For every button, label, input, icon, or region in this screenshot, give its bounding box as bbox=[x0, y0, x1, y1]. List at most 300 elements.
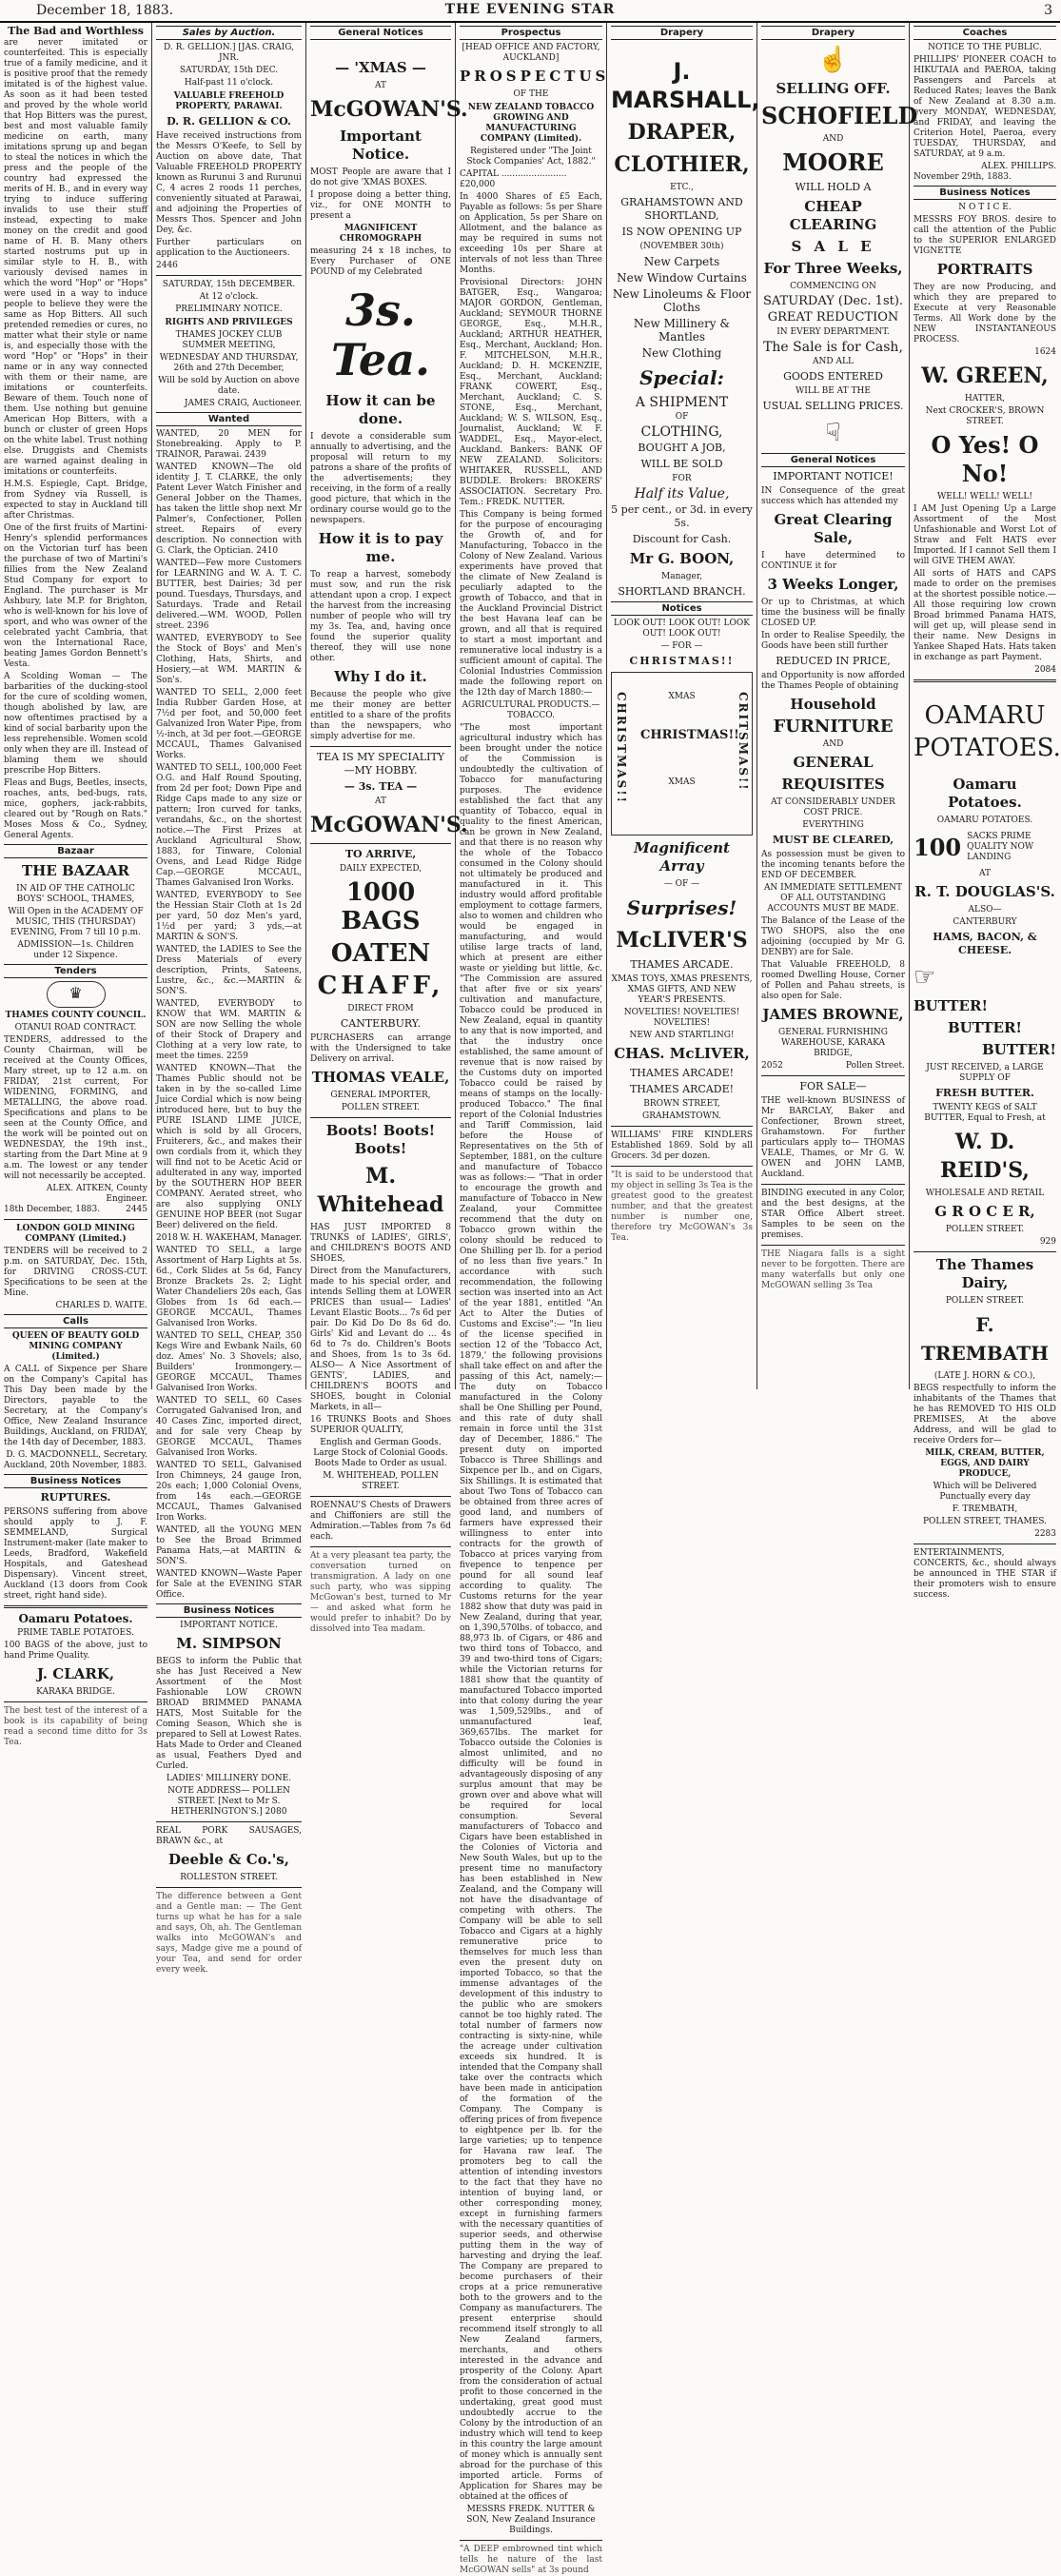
divider bbox=[310, 1496, 451, 1497]
consequence-text: IN Consequence of the great success which has attended my bbox=[761, 486, 905, 506]
and-label-2: AND bbox=[822, 739, 844, 749]
divider bbox=[4, 1219, 147, 1220]
section-business: Business Notices bbox=[4, 1474, 147, 1488]
oamaru-title: Oamaru Potatoes. bbox=[18, 1612, 133, 1625]
registered: Registered under "The Joint Stock Companies' Act, 1882." bbox=[466, 147, 596, 167]
why-text: Because the people who give me their money are better entitled to a share of the profits than the newspapers, who simply advertise for me. bbox=[310, 690, 451, 741]
oamaru-big: OAMARU bbox=[924, 701, 1046, 730]
thames-arcade-1: THAMES ARCADE! bbox=[629, 1067, 735, 1079]
milk-cream: MILK, CREAM, BUTTER, EGGS, AND DAIRY PRODUCE, bbox=[925, 1448, 1045, 1479]
heading-bad-worthless: The Bad and Worthless bbox=[8, 25, 144, 37]
why-heading: Why I do it. bbox=[334, 668, 427, 685]
divider bbox=[156, 1821, 302, 1822]
wakeham-signature: 2018 W. H. WAKEHAM, Manager. bbox=[156, 1233, 302, 1243]
look-out: LOOK OUT! LOOK OUT! LOOK OUT! LOOK OUT! bbox=[614, 619, 750, 639]
critsmas-side-text: CRITSMAS!! bbox=[737, 692, 750, 792]
further-particulars: Further particulars on application to the Auctioneers. bbox=[156, 238, 302, 258]
new-goods-item: New Carpets bbox=[643, 255, 720, 268]
gellion-text: Have received instructions from the Messrs O'Keefe, to Sell by Auction on above date, That Valuable FREEHOLD PROPERTY known as Rurunui 3 and Rurunui C, 4 acres 2 roods 11 perches, conveniently situated at Parawai, and adjoining the Properties of Messrs Thos. Spencer and John Dey, &c. bbox=[156, 131, 302, 235]
gellion-title: D. R. GELLION & CO. bbox=[167, 115, 291, 128]
butter-3: BUTTER! bbox=[981, 1041, 1056, 1058]
marshall-name: J. MARSHALL, bbox=[611, 58, 760, 113]
of-the: OF THE bbox=[513, 89, 549, 99]
martini-henry-note: One of the first fruits of Martini-Henry's splendid performances on the Victorian turf has been the purchase of two of Martini's fillies from the New Zealand Stud Company for export to England. The purchaser is Mr Ashbury, late M.P. for Brighton, who is well-known for his love of sport, and who was owner of the celebrated yacht Cambria, that won the International Race, beating James Gordon Bennett's Vesta. bbox=[4, 523, 147, 669]
auction-note: Will be sold by Auction on above date. bbox=[158, 376, 300, 396]
for-dash: — FOR — bbox=[660, 641, 703, 651]
page-number: 3 bbox=[1044, 3, 1052, 18]
hats-text: I AM Just Opening Up a Large Assortment of the Most Unfashionable and Worst Lot of Straw and Felt HATS ever Imported. If I cannot Sell them I will GIVE THEM AWAY. bbox=[914, 504, 1056, 566]
capital: CAPITAL ........................ £20,000 bbox=[460, 169, 567, 189]
gent-filler: The difference between a Gent and a Gentle man: — The Gent turns up what he has for a sale and says, Oh, ah. The Gentleman walks into McGOWAN's and says, Madge give me a pound of your Tea, and send for order every week. bbox=[156, 1892, 302, 1975]
cheap-clearing: CHEAP CLEARING bbox=[789, 198, 877, 233]
lease-text: The Balance of the Lease of the TWO SHOPS, also the one adjoining (occupied by Mr G. DENBY) are for Sale. bbox=[761, 916, 905, 957]
meeting-days: WEDNESDAY AND THURSDAY, 26th and 27th December, bbox=[159, 353, 299, 373]
new-goods-item: New Linoleums & Floor Cloths bbox=[612, 287, 752, 314]
bazaar-details: Will Open in the ACADEMY OF MUSIC, THIS (THURSDAY) EVENING, From 7 till 10 p.m. bbox=[8, 907, 144, 937]
column-5 bbox=[607, 23, 760, 1389]
mcliver-title: McLIVER'S bbox=[616, 928, 748, 953]
xmas-toys: XMAS TOYS, XMAS PRESENTS, XMAS GIFTS, AND NEW YEAR'S PRESENTS. bbox=[611, 974, 753, 1005]
bought-job: BOUGHT A JOB, bbox=[638, 442, 726, 454]
prospectus-body-1: This Company is being formed for the purpose of encouraging the Growth of, and for Manufacturing, Tobacco in the Colony of New Zealand. Various experiments have proved that the climate of New Zealand is peculiarly adapted to the growth of Tobacco, and that in the Auckland Provincial District the best Havana leaf can be grown, and all that is required to start a most important and remunerative local industry is a sufficient amount of capital. The Colonial Industries Commission made the following report on the 12th day of March 1880:— bbox=[460, 510, 602, 698]
ad-number-1624: 1624 bbox=[1034, 347, 1056, 357]
clothier: CLOTHIER, bbox=[614, 152, 750, 177]
divider bbox=[310, 1117, 451, 1118]
surprises: Surprises! bbox=[626, 896, 737, 919]
section-wanted: Wanted bbox=[156, 412, 302, 426]
and-label: AND bbox=[822, 134, 844, 144]
wanted-12: WANTED TO SELL, CHEAP, 350 Kegs Wire and Ewbank Nails, 60 doz. Ames' No. 3 Shovels; also, Builders' Ironmongery.—GEORGE MCCAUL, Thames Galvanised Iron Works. bbox=[156, 1331, 302, 1393]
divider bbox=[761, 1184, 905, 1185]
pollen-street-4: POLLEN STREET. bbox=[945, 1296, 1025, 1306]
wanted-11: WANTED TO SELL, a large Assortment of Harp Lights at 5s. 6d., Cork Slides at 5s 6d, Fancy Bronze Brackets 2s. 2; Light Water Chandeliers 20s each, Gas Globes from 1s 6d each.—GEORGE MCCAUL, Thames Galvanised Iron Works. bbox=[156, 1246, 302, 1328]
veale-name: THOMAS VEALE, bbox=[311, 1069, 450, 1086]
divider bbox=[761, 1245, 905, 1246]
under-cost: AT CONSIDERABLY UNDER COST PRICE. bbox=[771, 797, 895, 817]
shortland-branch: SHORTLAND BRANCH. bbox=[618, 585, 746, 598]
wanted-1: WANTED, 20 MEN for Stonebreaking. Apply to P. TRAINOR, Parawai. 2439 bbox=[156, 429, 302, 460]
column-7 bbox=[910, 23, 1061, 1600]
will-hold: WILL HOLD A bbox=[795, 181, 872, 193]
bazaar-title: THE BAZAAR bbox=[22, 862, 129, 879]
wanted-2: WANTED KNOWN—The old identity J. T. CLARKE, the only Patent Lever Watch Finisher and General Jobber on the Thames, has taken the little shop next Mr Palmer's, Confectioner, Pollen street. Repairs of every description. No connection with G. Clark, the Optician. 2410 bbox=[156, 462, 302, 556]
rough-on-rats-note: Fleas and Bugs, Beetles, insects, roaches, ants, bed-bugs, rats, mice, gophers, jack-rabbits, cleared out by "Rough on Rats." Moses Moss & Co., Sydney, General Agents. bbox=[4, 778, 147, 840]
new-goods-item: New Clothing bbox=[641, 346, 722, 360]
browne-footer: 2052 Pollen Street. bbox=[761, 1061, 905, 1071]
hop-bitters-article: are never imitated or counterfeited. This is especially true of a family medicine, and it is positive proof that the remedy imitated is of the highest value. As soon as it had been tested and proved by the whole world that Hop Bitters was the purest, best and most valuable family medicine on earth, many imitations sprung up and began to steal the notices in which the press and the people of the country had expressed the merits of H. B., and in every way trying to induce suffering invalids to use their stuff instead, expecting to make money on the credit and good name of H. B. Many others started nostrums put up in similar style to H. B., with variously devised names in which the word "Hop" or "Hops" were used in a way to induce people to believe they were the same as Hop Bitters. All such pretended remedies or cures, no matter what their style or name is, and especially those with the word "Hop" or "Hops" in their name or in any way connected with them or their name, are imitations or counterfeits. Beware of them. Touch none of them. Use nothing but genuine American Hop Bitters, with a bunch or cluster of green Hops on the white label. Trust nothing else. Druggists and Chemists are warned against dealing in imitations or counterfeits. bbox=[4, 38, 147, 477]
realise-text: In order to Realise Speedily, the Goods have been still further bbox=[761, 631, 905, 651]
sale-time-2: At 12 o'clock. bbox=[199, 292, 259, 302]
magnificent-array: Magnificent Array bbox=[634, 839, 730, 875]
road-contract: OTANUI ROAD CONTRACT. bbox=[14, 1023, 137, 1032]
divider bbox=[310, 746, 451, 747]
notice-title: N O T I C E. bbox=[958, 203, 1012, 212]
queen-date: Auckland, 20th November, 1883. bbox=[4, 1461, 147, 1470]
wanted-16: WANTED KNOWN—Waste Paper for Sale at the EVENING STAR Office. bbox=[156, 1569, 302, 1600]
selling-off: SELLING OFF. bbox=[776, 80, 891, 97]
butter-2: BUTTER! bbox=[947, 1019, 1023, 1036]
ad-number-2283: 2283 bbox=[1034, 1529, 1056, 1539]
novelties: NOVELTIES! NOVELTIES! NOVELTIES! bbox=[623, 1008, 740, 1028]
ad-number: 2446 bbox=[156, 261, 178, 270]
possession-text: As possession must be given to the incoming tenants before the END OF DECEMBER. bbox=[761, 850, 905, 880]
divider bbox=[761, 1075, 905, 1076]
wanted-7: WANTED, EVERYBODY to See the Hessian Stair Cloth at 1s 2d per yard, 50 doz Men's yard, 1½d per yard; 3 yds,—at MARTIN & SON'S. bbox=[156, 891, 302, 942]
furnishing-warehouse: GENERAL FURNISHING WAREHOUSE, KARAKA BRIDGE, bbox=[778, 1028, 888, 1058]
how-pay-heading: How it is to pay me. bbox=[318, 530, 443, 565]
and-all: AND ALL bbox=[813, 357, 854, 366]
issue-date: December 18, 1883. bbox=[36, 3, 174, 18]
wanted-9: WANTED, EVERYBODY to KNOW that WM. MARTIN & SON are now Selling the whole of their Stock of Drapery and Clothing at a very low rate, to meet the times. 2259 bbox=[156, 999, 302, 1061]
fresh-butter: FRESH BUTTER. bbox=[935, 1087, 1034, 1099]
christmas-graphic bbox=[611, 672, 753, 836]
proposal-text: I propose doing a better thing, viz., for ONE MONTH to present a bbox=[310, 190, 451, 221]
pollen-street-3: POLLEN STREET. bbox=[945, 1225, 1025, 1234]
karaka-bridge: KARAKA BRIDGE. bbox=[36, 1687, 115, 1697]
mcgowans-title: McGOWAN'S. bbox=[310, 97, 468, 122]
london-signature: CHARLES D. WAITE. bbox=[55, 1301, 147, 1310]
scolding-woman-note: A Scolding Woman — The barbarities of the ducking-stool for the cure of scolding women, though abolished by law, are now oftentimes practised by a kind of social barbarity upon the less reprehensible. Women scold only when they are ill. Instead of blaming them we should prescribe Hop Bitters. bbox=[4, 672, 147, 776]
twenty-kegs: TWENTY KEGS of SALT BUTTER, Equal to Fresh, at bbox=[924, 1103, 1046, 1123]
boots-heading: Boots! Boots! Boots! bbox=[325, 1122, 436, 1157]
pointing-hand-icon-2: ☟ bbox=[825, 419, 841, 447]
preliminary-notice: PRELIMINARY NOTICE. bbox=[175, 305, 283, 314]
commencing: COMMENCING ON bbox=[790, 282, 876, 291]
pork-sausages: REAL PORK SAUSAGES, BRAWN &c., at bbox=[156, 1826, 302, 1846]
simpson-text: BEGS to inform the Public that she has Just Received a New Assortment of the Most Fashionable LOW CROWN BROAD BRIMMED PANAMA HATS, Most Suitable for the Coming Season, Which she is prepared to Sell at Lowest Rates. Hats Made to Order and Cleaned as usual, Feathers Dyed and Curled. bbox=[156, 1657, 302, 1771]
whitehead-address: M. WHITEHEAD, POLLEN STREET. bbox=[323, 1471, 439, 1491]
divider bbox=[611, 1166, 753, 1167]
great-clearing-sale: Great Clearing Sale, bbox=[774, 511, 893, 546]
of-dash: — OF — bbox=[663, 879, 700, 889]
to-arrive: TO ARRIVE, bbox=[344, 848, 417, 860]
niagara-filler: THE Niagara falls is a sight never to be forgotten. There are many waterfalls but only one McGOWAN selling 3s Tea bbox=[761, 1249, 905, 1290]
general-importer: GENERAL IMPORTER, bbox=[330, 1091, 431, 1100]
shipment: A SHIPMENT bbox=[635, 395, 729, 410]
great-reduction: GREAT REDUCTION bbox=[767, 310, 899, 324]
canterbury: CANTERBURY. bbox=[340, 1017, 422, 1030]
at-label-2: AT bbox=[374, 796, 386, 806]
queen-signature: D. G. MACDONNELL, Secretary. bbox=[6, 1450, 147, 1460]
delivered: Which will be Delivered Punctually every day bbox=[933, 1482, 1037, 1502]
grahamstown: GRAHAMSTOWN. bbox=[642, 1111, 721, 1121]
section-calls: Calls bbox=[4, 1314, 147, 1328]
rights-title: RIGHTS AND PRIVILEGES bbox=[165, 318, 293, 327]
chaff: CHAFF, bbox=[317, 972, 444, 1000]
furniture: FURNITURE bbox=[773, 717, 894, 737]
pointing-hand-icon-3: ☞ bbox=[914, 963, 936, 992]
tender-signature: ALEX. AITKEN, County Engineer. bbox=[46, 1184, 147, 1204]
rolleston-street: ROLLESTON STREET. bbox=[180, 1873, 278, 1882]
daily-expected: DAILY EXPECTED, bbox=[339, 864, 422, 874]
xmas-repeat-2: XMAS bbox=[668, 777, 696, 787]
chromograph: MAGNIFICENT CHROMOGRAPH bbox=[339, 224, 422, 244]
for-sale: FOR SALE— bbox=[799, 1080, 867, 1092]
section-sales: Sales by Auction. bbox=[156, 26, 302, 40]
masthead bbox=[0, 0, 1060, 23]
barclay-text: THE well-known BUSINESS of Mr BARCLAY, Baker and Confectioner, Brown street, Grahamstown. For further particulars apply to— THOMAS VEALE, Thames, or Mr G. W. OWEN and JOHN LAMB, Auckland. bbox=[761, 1096, 905, 1179]
phillips-signature: ALEX. PHILLIPS. bbox=[981, 162, 1056, 171]
sacks-row bbox=[914, 832, 1056, 863]
entertainments: ENTERTAINMENTS, CONCERTS, &c., should always be announced in THE STAR if their promoters wish to ensure success. bbox=[914, 1548, 1056, 1600]
divider bbox=[4, 1701, 147, 1702]
manager: Manager, bbox=[660, 572, 702, 581]
clothing: CLOTHING, bbox=[640, 424, 723, 440]
pollen-thames: POLLEN STREET, THAMES. bbox=[922, 1517, 1048, 1526]
draper: DRAPER, bbox=[627, 120, 737, 145]
whitehead-name: M. Whitehead bbox=[317, 1164, 444, 1217]
chromograph-size: measuring 24 x 18 inches, to Every Purchaser of ONE POUND of my Celebrated bbox=[310, 246, 451, 277]
direct-from: DIRECT FROM bbox=[347, 1004, 414, 1013]
canterbury-2: CANTERBURY bbox=[953, 917, 1017, 927]
portraits: PORTRAITS bbox=[936, 261, 1033, 278]
oamaru-potatoes: Oamaru Potatoes. bbox=[948, 776, 1022, 811]
divider bbox=[611, 1126, 753, 1127]
christmas-center: CHRISTMAS!! bbox=[640, 728, 739, 742]
section-notices: Notices bbox=[611, 601, 753, 616]
prospectus-body-2: "The most important agricultural industry which has been brought under the notice of the Commission is undoubtedly the cultivation of Tobacco for manufacturing purposes. The evidence established the fact that any quantity of Tobacco, equal in quality to the finest American, can be grown in New Zealand, and that there is no reason why the whole of the Tobacco consumed in the Colony should not ultimately be produced and manufactured in it. This industry would afford profitable employment to cottage farmers, also to women and children who would be engaged in manufacturing, and would utilise large tracts of land, which at present are either waste or yielding but little, &c. "The Commission are assured that after five or six years' cultivation and manufacture, Tobacco could be produced in New Zealand, equal in quantity to any that is now imported, and that the industry once established, the same amount of revenue that is now raised by the Customs duty on imported Tobacco could be raised by means of stamps on the locally-produced Tobacco." The final report of the Colonial Industries and Tariff Commission, laid before the House of Representatives on the 5th of September, 1881, on the culture and manufacture of Tobacco was as follows:— "That in order to encourage the growth and manufacture of Tobacco in New Zealand, your Committee recommend that the duty on Tobacco grown within the colony should be reduced to One Shilling per lb. for a period of no less than five years." In accordance with such recommendation, the following section was inserted into an Act of the year 1881, entitled "An Act to Alter the Duties of Customs and Excise":— "In lieu of the license specified in section 12 of the 'Tobacco Act, 1879,' the following provisions shall take effect on and after the passing of this Act, namely:—The duty on Tobacco manufactured in the Colony shall be One Shilling per Pound, and this rate of duty shall remain in force until the 31st day of December, 1886." The present duty on imported Tobacco is Three Shillings and Sixpence per lb., and on Cigars, Six Shillings. It is estimated that about Two Tons of Tobacco can be obtained from three acres of good land, and numbers of farmers have expressed their willingness to enter into contracts for the growth of Tobacco at prices varying from fivepence to tenpence per pound for all sound leaf according to quality. The Customs returns for the year 1882 show that duty was paid in New Zealand, during that year, on 1,390,570lbs. of tobacco, and 88,973 lb. of Cigars, or 486 and two third tons of Tobacco, and 39 and two-third tons of Cigars; while the Victorian returns for 1881 show that the quantity of manufactured Tobacco imported into that colony during the year was 1,509,529lbs., and of unmanufactured leaf, 369,657lbs. The market for Tobacco outside the Colonies is almost unlimited, and no difficulty will be found in advantageously disposing of any surplus amount that may be grown over and above what will be required for local consumption. Several manufacturers of Tobacco and Cigars have been established in the Colonies of Victoria and New South Wales, but up to the present time no manufactory has been established in New Zealand, and the Company will not have the disadvantage of competing with others. The Company will be able to sell Tobacco and Cigars at a highly remunerative price to themselves for much less than even the present duty on imported Tobacco, so that the immense advantages of the development of this industry to the public who are smokers cannot be too highly rated. The total number of farmers now contracting is sixty-nine, while the acreage under cultivation exceeds six hundred. It is intended that the Company shall take over the contracts which have been made in anticipation of the formation of the Company. The Company is offering prices of from fivepence to eightpence per lb. for the large varieties; up to tenpence for Havana raw leaf. The promoters beg to call the attention of intending investors to the fact that they have no intention of buying land, or other corresponding money, except in furnishing farmers with the necessary quantities of superior seeds, and otherwise putting them in the way of harvesting and drying the leaf. The Company are prepared to become purchasers of their crops at a price remunerative both to the growers and to the Company as manufacturers. The present enterprise should recommend itself strongly to all New Zealand farmers, merchants, and others interested in the advance and prosperity of the Colony. Apart from the consideration of actual profit to those concerned in the undertaking, great good must undoubtedly accrue to the Colony by the introduction of an industry which will tend to keep in this country the large amount of money which is annually sent abroad for the purchase of this imported article. Forms of Application for Shares may be obtained at the offices of bbox=[460, 723, 602, 2502]
thousand-bags: 1000 BAGS bbox=[341, 878, 421, 935]
column-3 bbox=[306, 23, 468, 1634]
company-name: NEW ZEALAND TOBACCO GROWING AND MANUFACTURING COMPANY (Limited). bbox=[467, 103, 595, 144]
queen-title: QUEEN OF BEAUTY GOLD MINING COMPANY (Limited.) bbox=[11, 1331, 140, 1362]
sale-date: SATURDAY, 15th DEC. bbox=[179, 66, 279, 75]
jockey-club: THAMES JOCKEY CLUB SUMMER MEETING, bbox=[175, 330, 283, 350]
important-notice: IMPORTANT NOTICE. bbox=[180, 1621, 278, 1630]
prospectus-title: PROSPECTUS bbox=[460, 68, 610, 85]
christmas-close: Or up to Christmas, at which time the business will be finally CLOSED UP. bbox=[761, 598, 905, 628]
craig-signature: JAMES CRAIG, Auctioneer. bbox=[184, 399, 302, 408]
london-title: LONDON GOLD MINING COMPANY (Limited.) bbox=[16, 1224, 135, 1244]
trembath-text: BEGS respectfully to inform the inhabitants of the Thames that he has REMOVED TO HIS OLD PREMISES, At the above Address, and will be glad to receive Orders for— bbox=[914, 1384, 1056, 1445]
potatoes-big: POTATOES. bbox=[914, 734, 1061, 762]
grocer: G R O C E R, bbox=[934, 1203, 1035, 1220]
ruptures-text: PERSONS suffering from above should apply to J. F. SEMMELAND, Surgical Instrument-maker (late maker to Leeds, Bradford, Wakefield Hospitals, and Gateshead Dispensary). Vincent street, Auckland (13 doors from Cook street, right hand side). bbox=[4, 1507, 147, 1601]
bazaar-subtitle: IN AID OF THE CATHOLIC BOYS' SCHOOL, THAMES, bbox=[16, 884, 135, 904]
reduced-price: REDUCED IN PRICE, bbox=[776, 655, 891, 667]
just-received: JUST RECEIVED, a LARGE SUPPLY OF bbox=[926, 1063, 1044, 1083]
wanted-15: WANTED, all the YOUNG MEN to See the Broad Brimmed Panama Hats,—at MARTIN & SON'S. bbox=[156, 1525, 302, 1566]
household: Household bbox=[790, 696, 876, 713]
christmas-title: CHRISTMAS!! bbox=[629, 655, 735, 667]
new-goods-list bbox=[611, 255, 753, 360]
divider bbox=[156, 1887, 302, 1888]
ad-number-2084: 2084 bbox=[1034, 665, 1056, 675]
sale-time: Half-past 11 o'clock. bbox=[184, 78, 274, 88]
london-text: TENDERS will be received to 2 p.m. on SATURDAY, Dec. 15th, for DRIVING CROSS-CUT. Specifications to be seen at the Mine. bbox=[4, 1247, 147, 1298]
mcgowans-title-2: McGOWAN'S. bbox=[310, 813, 468, 837]
goods-entered: GOODS ENTERED bbox=[783, 370, 883, 383]
queen-text: A CALL of Sixpence per Share on the Company's Capital has This Day been made by the Directors, payable to the Secretary, at the Company's Office, New Zealand Insurance Buildings, Auckland, on FRIDAY, the 14th day of December, 1883. bbox=[4, 1365, 147, 1447]
tender-footer: 18th December, 1883. 2445 bbox=[4, 1205, 147, 1214]
directors: Provisional Directors: JOHN BATGER, Esq., Wangaroa; MAJOR GORDON, Gentleman, Auckland; SEYMOUR THORNE GEORGE, Esq., M.H.R., Auckland; ARTHUR HEATHER, Esq., Merchant, Auckland; Hon. F. MITCHELSON, M.H.R., Auckland; D. H. MCKENZIE, Esq., Merchant, Auckland; FRANK COWERT, Esq., Merchant, Auckland; C. S. STONE, Esq., Merchant, Auckland; W. S. WILSON, Esq., Journalist, Auckland; W. F. WADDEL, Esq., Mayor-elect, Auckland. Bankers: BANK OF NEW ZEALAND. Solicitors: WHITAKER, RUSSELL, AND BUDDLE. Brokers: BROKERS' ASSOCIATION. Secretary Pro. Tem.: FREDK. NUTTER. bbox=[460, 278, 602, 507]
thames-dairy: The Thames Dairy, bbox=[935, 1256, 1034, 1291]
sale-cash: The Sale is for Cash, bbox=[763, 340, 903, 355]
boon-name: Mr G. BOON, bbox=[629, 550, 735, 567]
trunks-text: 16 TRUNKS Boots and Shoes SUPERIOR QUALITY, bbox=[310, 1415, 451, 1435]
sacks-text: SACKS PRIME QUALITY NOW LANDING bbox=[967, 832, 1034, 862]
sale: S A L E bbox=[791, 238, 875, 255]
column-4 bbox=[456, 23, 610, 2575]
at-label-3: AT bbox=[978, 869, 991, 878]
divider bbox=[914, 1251, 1056, 1252]
foy-text: MESSRS FOY BROS. desire to call the attention of the Public to the SUPERIOR ENLARGED VIGNETTE bbox=[914, 215, 1056, 256]
section-tenders: Tenders bbox=[4, 964, 147, 978]
half-value: Half its Value, bbox=[634, 486, 730, 501]
deeble-name: Deeble & Co.'s, bbox=[168, 1851, 289, 1868]
foy-text-2: They are now Producing, and which they are prepared to Execute at very Reasonable Terms. All Work done by the NEW INSTANTANEOUS PROCESS. bbox=[914, 283, 1056, 344]
next-crocker: Next CROCKER'S, BROWN STREET. bbox=[925, 406, 1045, 426]
of-label: OF bbox=[675, 412, 689, 422]
how-done-text: I devote a considerable sum annually to advertising, and the proposal will return to my patrons a share of the profits of the advertisements; they receiving, in the form of a really good picture, that which in the ordinary course would go to the newspapers. bbox=[310, 432, 451, 525]
at-label: AT bbox=[374, 81, 386, 90]
three-weeks: For Three Weeks, bbox=[763, 260, 903, 277]
xmas-heading: — 'XMAS — bbox=[335, 59, 426, 76]
pointing-hand-icon: ☝ bbox=[817, 46, 849, 74]
wanted-3: WANTED—Few more Customers for LEARNING and W. A. T. C. BUTTER, best Dairies; 3d per pound. Tuesdays, Thursdays, and Saturdays. Trade and Retail delivered.—WM. WOOD, Pollen street. 2396 bbox=[156, 559, 302, 631]
tender-text: TENDERS, addressed to the County Chairman, will be received at the County Offices, Mary street, up to 12 a.m. on FRIDAY, 21st current, For WIDENING, FORMING, and METALLING, the above road. Specifications and plans to be seen at the County Office, and the work will be pointed out on WEDNESDAY, the 19th inst., starting from the Dart Mine at 9 a.m. The lowest or any tender will not necessarily be accepted. bbox=[4, 1035, 147, 1181]
tea-party-filler: At a very pleasant tea party, the conversation turned on transmigration. A lady on one such party, who was sipping McGowan's best, turned to Mr — and asked what form he would prefer to inhabit? Do by dissolved into Tea madam. bbox=[310, 1551, 451, 1634]
tea-filler: The best test of the interest of a book is its capability of being read a second time ditto for 3s Tea. bbox=[4, 1706, 147, 1747]
must-be-cleared: MUST BE CLEARED, bbox=[772, 834, 894, 846]
wanted-13: WANTED TO SELL, 60 Cases Corrugated Galvanised Iron, and 40 Cases Zinc, imported direct, and for sale very Cheap by GEORGE MCCAUL, Thames Galvanised Iron Works. bbox=[156, 1396, 302, 1458]
thames-arcade-2: THAMES ARCADE! bbox=[629, 1083, 735, 1095]
prime-potatoes: PRIME TABLE POTATOES. bbox=[17, 1628, 134, 1638]
divider bbox=[460, 2540, 602, 2541]
column-1 bbox=[0, 23, 152, 1747]
simpson-name: M. SIMPSON bbox=[176, 1635, 282, 1652]
section-general: General Notices bbox=[310, 26, 451, 40]
chas-mcliver: CHAS. McLIVER, bbox=[614, 1045, 750, 1062]
usual-prices: USUAL SELLING PRICES. bbox=[762, 400, 904, 412]
new-goods-item: New Window Curtains bbox=[617, 271, 747, 285]
section-business-2: Business Notices bbox=[156, 1603, 302, 1618]
column-2 bbox=[152, 23, 306, 1975]
o-yes-o-no: O Yes! O No! bbox=[931, 431, 1039, 487]
divider bbox=[310, 843, 451, 844]
late-horn: (LATE J. HORN & CO.), bbox=[933, 1371, 1036, 1381]
notice-public: NOTICE TO THE PUBLIC. bbox=[928, 43, 1042, 52]
also: ALSO— bbox=[968, 905, 1002, 914]
clark-name: J. CLARK, bbox=[36, 1665, 115, 1682]
three-weeks-longer: 3 Weeks Longer, bbox=[767, 576, 899, 593]
how-done-heading: How it can be done. bbox=[325, 392, 436, 427]
important-notice: Important Notice. bbox=[340, 128, 422, 163]
everything: EVERYTHING bbox=[802, 820, 864, 830]
roennau-text: ROENNAU'S Chests of Drawers and Chiffoniers are still the Admiration.—Tables from 7s 6d each. bbox=[310, 1501, 451, 1542]
espiegle-note: H.M.S. Espiegle, Capt. Bridge, from Sydney via Russell, is expected to stay in Auckland till after Christmas. bbox=[4, 480, 147, 521]
wanted-6: WANTED TO SELL, 100,000 Feet O.G. and Half Round Spouting, from 2d per foot; Down Pipe and Ridge Caps made to any size or pattern; Iron curved for tanks, verandahs, &c., on the shortest notice.—The First Prizes at Auckland Agricultural Show, 1883, for Tinware, Colonial Ovens, and Lead Ridge Ridge Cap.—GEORGE MCCAUL, Thames Galvanised Iron Works. bbox=[156, 763, 302, 888]
how-pay-text: To reap a harvest, somebody must sow, and run the risk attendant upon a crop. I expect the harvest from the increasing number of people who will try my 3s. Tea, and, having once found the superior quality thereof, they will use none other. bbox=[310, 570, 451, 663]
section-prospectus: Prospectus bbox=[460, 26, 602, 40]
section-bazaar: Bazaar bbox=[4, 844, 147, 858]
etc: ETC., bbox=[670, 183, 694, 192]
tea-line: — 3s. TEA — bbox=[344, 780, 418, 793]
sale-date-2: SATURDAY, 15th DECEMBER. bbox=[162, 280, 296, 289]
wanted-5: WANTED TO SELL, 2,000 feet India Rubber Garden Hose, at 7½d per foot, and 50,000 feet Galvanized Iron Water Pipe, from ½-inch, at 3d per foot.—GEORGE MCCAUL, Thames Galvanised Works. bbox=[156, 688, 302, 760]
christmas-side-text: CHRISTMAS!! bbox=[615, 692, 628, 804]
xmas-repeat: XMAS bbox=[668, 692, 696, 701]
whitehead-text: Direct from the Manufacturers, made to his special order, and intends Selling them at LOWER PRICES than usual— Ladies' Levant Elastic Boots... 7s 6d per pair. Do Kid Do Do 8s 6d do. Girls' Kid and Levant do ... 4s 6d to 7s do. Children's Boots and Shoes, from 1s to 3s 6d. ALSO— A Nice Assortment of GENTS', LADIES, and CHILDREN'S BOOTS and SHOES, bought in Colonial Markets, in all— bbox=[310, 1267, 451, 1412]
council-title: THAMES COUNTY COUNCIL. bbox=[5, 1011, 147, 1020]
saturday-date: SATURDAY (Dec. 1st). bbox=[762, 294, 904, 308]
wanted-8: WANTED, the LADIES to See the Dress Materials of every description, Prints, Sateens, Lustre, &c., &c.—MARTIN & SON'S. bbox=[156, 945, 302, 996]
discount-cash: Discount for Cash. bbox=[632, 533, 732, 545]
thames-arcade: THAMES ARCADE. bbox=[630, 958, 734, 971]
brown-street: BROWN STREET, bbox=[643, 1099, 720, 1109]
simpson-address: NOTE ADDRESS— POLLEN STREET. [Next to Mr S. HETHERINGTON'S.] 2080 bbox=[167, 1786, 290, 1817]
schofield: SCHOFIELD bbox=[761, 102, 918, 129]
pollen-street: POLLEN STREET. bbox=[341, 1103, 421, 1112]
new-goods-item: New Millinery & Mantles bbox=[633, 317, 731, 344]
divider bbox=[914, 679, 1056, 682]
bazaar-admission: ADMISSION—1s. Children under 12 Sixpence. bbox=[17, 940, 134, 960]
will-be-at: WILL BE AT THE bbox=[796, 386, 871, 396]
divider bbox=[310, 1546, 451, 1547]
moore: MOORE bbox=[782, 148, 884, 176]
sacks-count: 100 bbox=[914, 834, 962, 861]
divider bbox=[4, 1605, 147, 1608]
freehold-text: That Valuable FREEHOLD, 8 roomed Dwelling House, Corner of Pollen and Pahau streets, is also open for Sale. bbox=[761, 960, 905, 1001]
purchasers-text: PURCHASERS can arrange with the Undersigned to take Delivery on arrival. bbox=[310, 1033, 451, 1064]
wanted-14: WANTED TO SELL, Galvanised Iron Chimneys, 24 gauge Iron, 20s each; 1,000 Colonial Ovens, from 14s each.—GEORGE MCCAUL, Thames Galvanised Iron Works. bbox=[156, 1461, 302, 1523]
hats-text-2: All sorts of HATS and CAPS made to order on the premises at the shortest possible notice.—All those requiring low crown Broad brimmed Panama HATS, will get up, will please send in their name. New Designs in Yankee Shaped Hats. Hats taken in exchange as part Payment. bbox=[914, 569, 1056, 662]
coat-of-arms-icon: ♛ bbox=[47, 981, 106, 1008]
ad-number-929: 929 bbox=[1039, 1237, 1056, 1247]
percent-discount: 5 per cent., or 3d. in every 5s. bbox=[611, 503, 753, 529]
column-6 bbox=[757, 23, 918, 1389]
every-department: IN EVERY DEPARTMENT. bbox=[776, 327, 890, 337]
nutter-address: MESSRS FREDK. NUTTER & SON, New Zealand Insurance Buildings. bbox=[466, 2505, 596, 2535]
wanted-10: WANTED KNOWN—That the Thames Public should not be taken in by the so-called Lime Juice Cordial which is now being introduced here, but to buy the PURE ISLAND LIME JUICE, which is sold by all Grocers, Fruiterers, &c., and makes their own cordials from it, which they will find not to be Acetic Acid or adulterated in any way, imported by the SOUTHERN HOP BEER COMPANY. Aerated street, who are also supplying ONLY GENUINE HOP BEER (not Sugar Beer) delivered on the field. bbox=[156, 1064, 302, 1230]
bags-text: 100 BAGS of the above, just to hand Prime Quality. bbox=[4, 1641, 147, 1661]
property-title: VALUABLE FREEHOLD PROPERTY, PARAWAI. bbox=[173, 91, 285, 111]
general: GENERAL bbox=[793, 754, 874, 771]
phillips-date: November 29th, 1883. bbox=[914, 172, 1012, 182]
greatest-good-filler: "It is said to be understood that my object in selling 3s Tea is the greatest good to the greatest number, and that the greatest number is number one, therefore try McGOWAN's 3s Tea. bbox=[611, 1170, 753, 1243]
browne-name: JAMES BROWNE, bbox=[762, 1006, 904, 1023]
section-general-2: General Notices bbox=[761, 453, 905, 467]
for-label: FOR bbox=[672, 474, 692, 483]
grahamstown-shortland: GRAHAMSTOWN AND SHORTLAND, bbox=[620, 196, 743, 222]
binding-text: BINDING executed in any Color, and the best designs, at the STAR Office Albert street. Samples to be seen on the premises. bbox=[761, 1189, 905, 1240]
opportunity-text: and Opportunity is now afforded the Thames People of obtaining bbox=[761, 671, 905, 691]
section-coaches: Coaches bbox=[914, 26, 1056, 40]
xmas-boxes-text: MOST People are aware that I do not give 'XMAS BOXES. bbox=[310, 167, 451, 187]
special-heading: Special: bbox=[639, 366, 724, 389]
whitehead-imported: HAS JUST IMPORTED 8 TRUNKS of LADIES', GIRLS', and CHILDREN'S BOOTS AND SHOES, bbox=[310, 1223, 451, 1264]
wanted-4: WANTED, EVERYBODY to See the Stock of Boys' and Men's Clothing, Hats, Shirts, and Hosiery,—at WM. MARTIN & Son's. bbox=[156, 634, 302, 685]
tea-logo: 3s. Tea. bbox=[330, 285, 431, 385]
settlement: AN IMMEDIATE SETTLEMENT OF ALL OUTSTANDING ACCOUNTS MUST BE MADE. bbox=[763, 883, 903, 914]
hams-bacon: HAMS, BACON, & CHEESE. bbox=[933, 931, 1037, 956]
important-notice-2: IMPORTANT NOTICE! bbox=[773, 470, 894, 482]
trembath-name: F. TREMBATH bbox=[921, 1313, 1049, 1365]
auctioneers-line: D. R. GELLION.] [JAS. CRAIG, JNR. bbox=[164, 43, 294, 63]
reid-name: W. D. REID'S, bbox=[940, 1130, 1030, 1183]
section-drapery: Drapery bbox=[611, 26, 753, 40]
douglas-name: R. T. DOUGLAS'S. bbox=[914, 883, 1055, 900]
wholesale-retail: WHOLESALE AND RETAIL bbox=[925, 1189, 1045, 1198]
agricultural-heading: AGRICULTURAL PRODUCTS.—TOBACCO. bbox=[462, 700, 600, 720]
well-well: WELL! WELL! WELL! bbox=[937, 492, 1032, 501]
fire-kindlers: WILLIAMS' FIRE KINDLERS Established 1869. Sold by all Grocers. 3d per dozen. bbox=[611, 1131, 753, 1161]
head-office: [HEAD OFFICE AND FACTORY, AUCKLAND] bbox=[462, 43, 600, 63]
oaten: OATEN bbox=[330, 939, 431, 968]
section-business-3: Business Notices bbox=[914, 186, 1056, 200]
green-name: W. GREEN, bbox=[921, 364, 1049, 388]
paper-title: THE EVENING STAR bbox=[444, 2, 616, 17]
